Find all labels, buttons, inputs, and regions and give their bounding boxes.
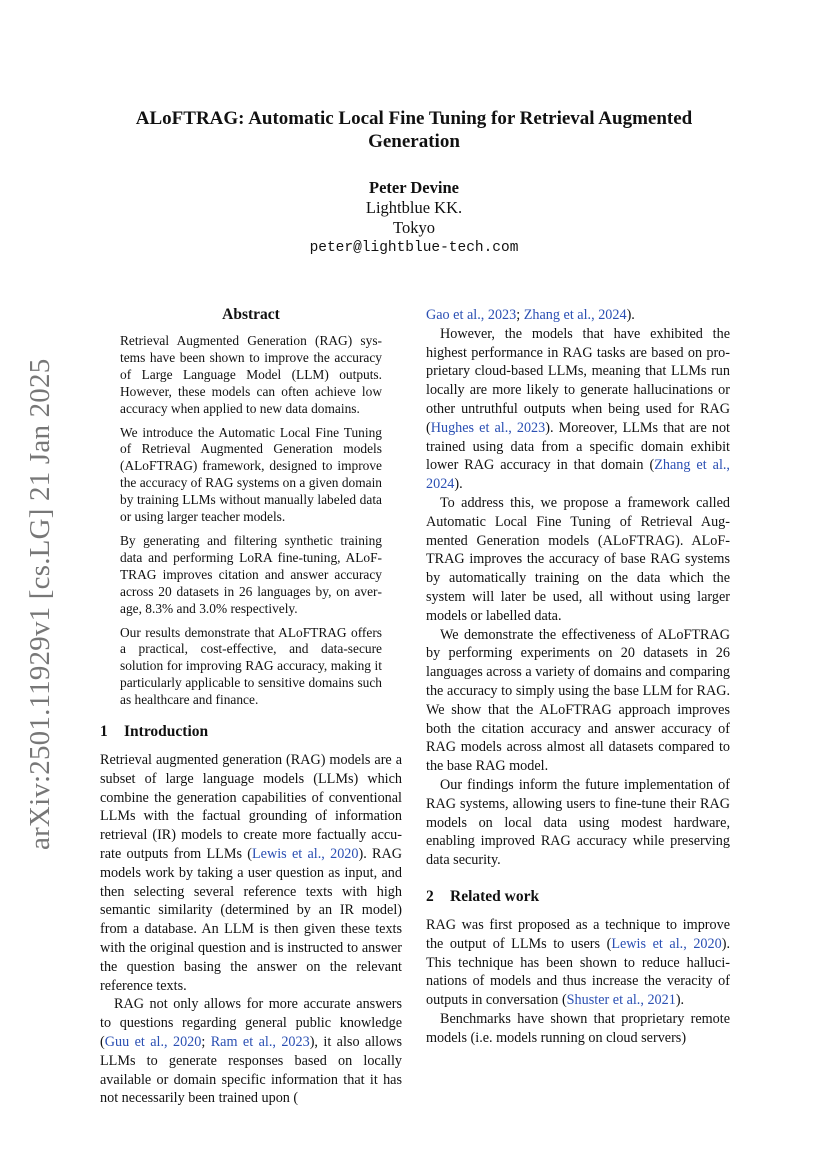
text-run: ). (454, 476, 463, 493)
text-run: RAG not only allows for more accurate answers to questions regarding general public knowledge ( (100, 996, 402, 1050)
text-run: Retrieval augmented generation (RAG) models are a subset of large language models (LLMs) which combine the generation capabilities of conventional LLMs with the factual grounding of information retrieval (IR) models to create more factually accurate outputs from LLMs ( (100, 752, 402, 863)
citation-link[interactable]: Hughes et al., 2023 (430, 419, 546, 436)
text-run: ; (201, 1033, 211, 1050)
related-section-title: Related work (450, 887, 540, 905)
text-run: ). (626, 307, 635, 323)
intro-paragraph-3 (426, 325, 730, 494)
text-run: ). RAG models work by taking a user question as input, and then selecting several reference texts with high semantic similarity (determined by an IR model) from a database. An LLM is then given these texts with the original question and is instructed to answer the question basing the answer on the relevant reference texts. (100, 846, 403, 994)
citation-link[interactable]: Ram et al., 2023 (210, 1033, 310, 1050)
abstract-paragraph-4: Our results demonstrate that ALoFTRAG offers a practical, cost-effective, and data-secure solution for improving RAG accuracy, making it particularly applicable to sensitive domains such as healthcare and finance. (120, 624, 382, 708)
citation-link[interactable]: Zhang et al., 2024 (426, 457, 730, 493)
author-city: Tokyo (393, 218, 435, 237)
text-run: ). This technique has been shown to reduce hallucinations of models and thus increase the veracity of outputs in conversation ( (426, 935, 730, 1009)
related-paragraph-1 (426, 916, 730, 1010)
intro-heading (100, 723, 402, 741)
right-column (426, 306, 730, 1047)
abstract-paragraph-3: By generating and filtering synthetic training data and performing LoRA fine-tuning, ALoFTRAG improves citation and answer accuracy across 20 datasets in 26 languages by, on average, 8.3% and 3.0% respectively. (120, 532, 382, 616)
paper-title (90, 107, 738, 153)
intro-paragraph-2-continued (426, 306, 730, 325)
author-email: peter@lightblue-tech.com (309, 240, 519, 256)
arxiv-identifier (18, 358, 58, 850)
text-run: ), it also allows LLMs to generate responses based on locally available or domain specific information that it has not necessarily been trained upon ( (100, 1033, 402, 1107)
author-name: Peter Devine (369, 178, 459, 197)
intro-paragraph-6: Our findings inform the future implementation of RAG systems, allowing users to fine-tune their RAG models on local data using modest hardware, enabling improved RAG accuracy while preserving data security. (426, 776, 730, 869)
abstract-paragraph-1: Retrieval Augmented Generation (RAG) systems have been shown to improve the accuracy of Large Language Model (LLM) outputs. However, these models can often achieve low accuracy when applied to new data domains. (120, 333, 382, 416)
abstract-heading: Abstract (222, 306, 280, 323)
citation-link[interactable]: Guu et al., 2020 (104, 1033, 202, 1050)
intro-section-number: 1 (100, 723, 108, 741)
text-run: RAG was first proposed as a technique to improve the output of LLMs to users ( (426, 916, 730, 952)
abstract-paragraph-2: We introduce the Automatic Local Fine Tuning of Retrieval Augmented Generation models (ALoFTRAG) framework, designed to improve the accuracy of RAG systems on a given domain by training LLMs without manually labeled data or using larger teacher models. (120, 424, 382, 525)
related-work-heading (426, 888, 730, 906)
intro-paragraph-5: We demonstrate the effectiveness of ALoFTRAG by performing experiments on 20 datasets in 26 languages across a variety of domains and comparing the accuracy to simply using the base LLM for RAG. We show that the ALoFTRAG approach improves both the citation accuracy and answer accuracy of RAG models across almost all datasets compared to the base RAG model. (426, 626, 730, 775)
title-line-2: Generation (368, 131, 460, 152)
intro-paragraph-2 (100, 995, 402, 1108)
intro-paragraph-1 (100, 751, 402, 995)
left-column (100, 306, 402, 1108)
author-affiliation: Lightblue KK. (365, 198, 463, 217)
citation-link[interactable]: Shuster et al., 2021 (566, 992, 676, 1009)
title-line-1: ALoFTRAG: Automatic Local Fine Tuning for Retrieval Augmented (135, 108, 693, 129)
intro-paragraph-4: To address this, we propose a framework called Automatic Local Fine Tuning of Retrieval Augmented Generation models (ALoFTRAG). ALoFTRAG improves the accuracy of base RAG systems by automatically training on the data which the system will later be used, all without using larger models or labelled data. (426, 494, 730, 624)
citation-link[interactable]: Gao et al., 2023 (426, 307, 517, 323)
text-run: ; (516, 307, 524, 323)
author-block (214, 178, 614, 258)
text-run: ). (675, 992, 685, 1009)
text-run: ). Moreover, LLMs that are not trained using data from a specific domain exhibit lower RAG accuracy in that domain ( (426, 419, 730, 474)
related-section-number: 2 (426, 887, 434, 905)
intro-section-title: Introduction (124, 723, 209, 741)
citation-link[interactable]: Zhang et al., 2024 (523, 307, 627, 323)
citation-link[interactable]: Lewis et al., 2020 (611, 935, 722, 952)
related-paragraph-2: Benchmarks have shown that proprietary remote models (i.e. models running on cloud servers) (426, 1010, 730, 1046)
citation-link[interactable]: Lewis et al., 2020 (251, 846, 359, 863)
arxiv-id-text: arXiv:2501.11929v1 [cs.LG] 21 Jan 2025 (24, 358, 56, 850)
text-run: However, the models that have exhibited the highest performance in RAG tasks are based on proprietary cloud-based LLMs, meaning that LLMs run locally are more likely to generate hallucinations or other untruthful outputs when being used for RAG ( (426, 325, 730, 436)
